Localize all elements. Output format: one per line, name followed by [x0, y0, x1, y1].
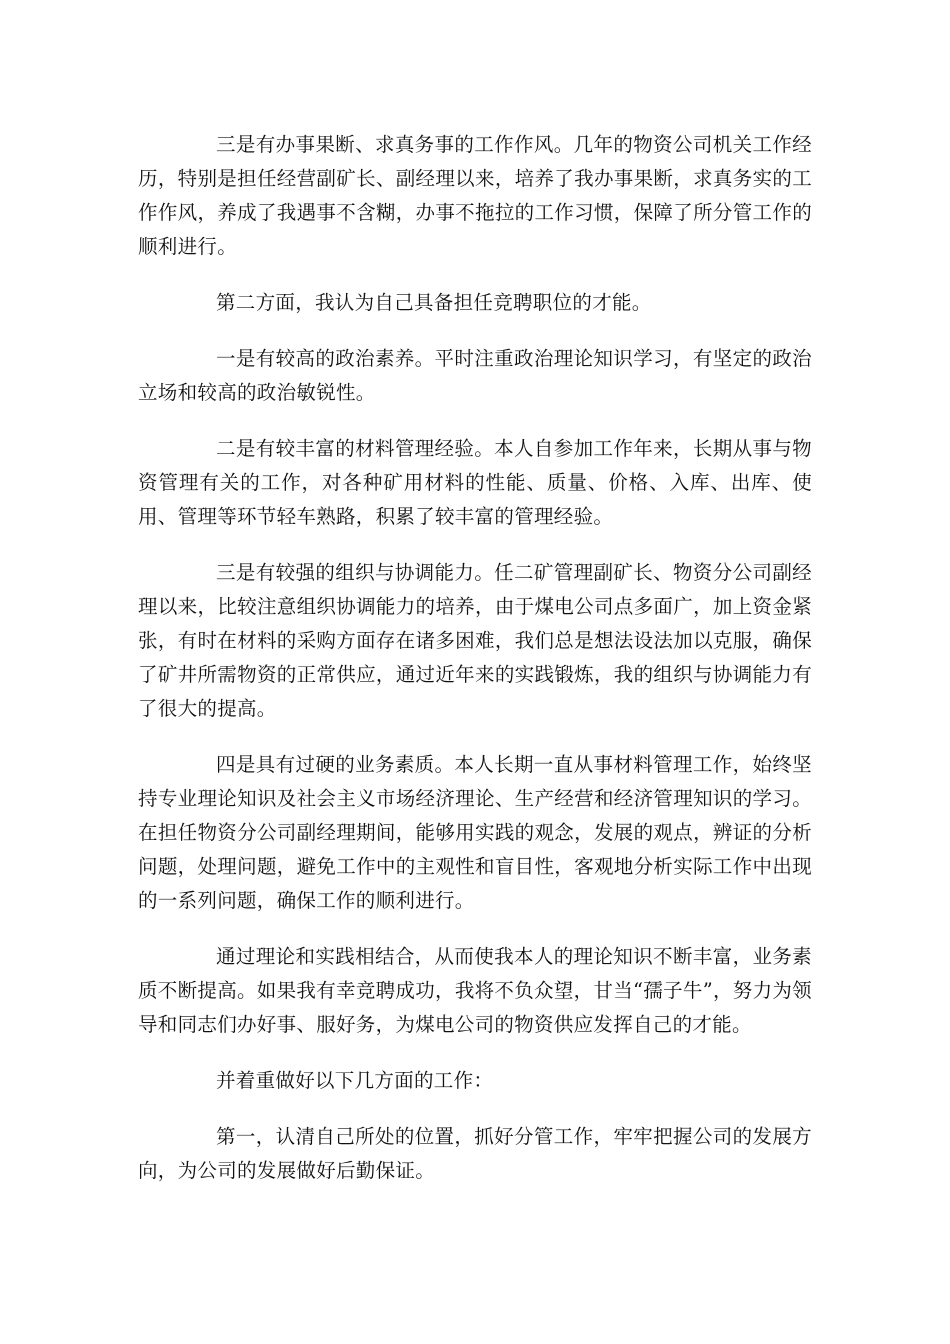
- paragraph-material-experience: 二是有较丰富的材料管理经验。本人自参加工作年来，长期从事与物资管理有关的工作，对各种矿用材料的性能、质量、价格、入库、出库、使用、管理等环节轻车熟路，积累了较丰富的管理经验。: [138, 437, 812, 528]
- paragraph-focus-work: 并着重做好以下几方面的工作：: [216, 1069, 494, 1092]
- paragraph-first-point: 第一，认清自己所处的位置，抓好分管工作，牢牢把握公司的发展方向，为公司的发展做好后勤保证。: [138, 1125, 812, 1182]
- document-body: [138, 128, 812, 1210]
- paragraph-theory-practice: 通过理论和实践相结合，从而使我本人的理论知识不断丰富，业务素质不断提高。如果我有幸竞聘成功，我将不负众望，甘当“孺子牛”，努力为领导和同志们办好事、服好务，为煤电公司的物资供应发挥自己的才能。: [138, 945, 812, 1036]
- paragraph-coordination-ability: 三是有较强的组织与协调能力。任二矿管理副矿长、物资分公司副经理以来，比较注意组织协调能力的培养，由于煤电公司点多面广，加上资金紧张，有时在材料的采购方面存在诸多困难，我们总是想法设法加以克服，确保了矿井所需物资的正常供应，通过近年来的实践锻炼，我的组织与协调能力有了很大的提高。: [138, 561, 812, 720]
- paragraph-business-quality: 四是具有过硬的业务素质。本人长期一直从事材料管理工作，始终坚持专业理论知识及社会主义市场经济理论、生产经营和经济管理知识的学习。在担任物资分公司副经理期间，能够用实践的观念，发展的观点，辨证的分析问题，处理问题，避免工作中的主观性和盲目性，客观地分析实际工作中出现的一系列问题，确保工作的顺利进行。: [138, 753, 812, 912]
- paragraph-work-style: 三是有办事果断、求真务事的工作作风。几年的物资公司机关工作经历，特别是担任经营副矿长、副经理以来，培养了我办事果断，求真务实的工作作风，养成了我遇事不含糊，办事不拖拉的工作习惯，保障了所分管工作的顺利进行。: [138, 133, 812, 258]
- paragraph-second-aspect: 第二方面，我认为自己具备担任竞聘职位的才能。: [216, 291, 652, 314]
- paragraph-political-quality: 一是有较高的政治素养。平时注重政治理论知识学习，有坚定的政治立场和较高的政治敏锐性。: [138, 347, 812, 404]
